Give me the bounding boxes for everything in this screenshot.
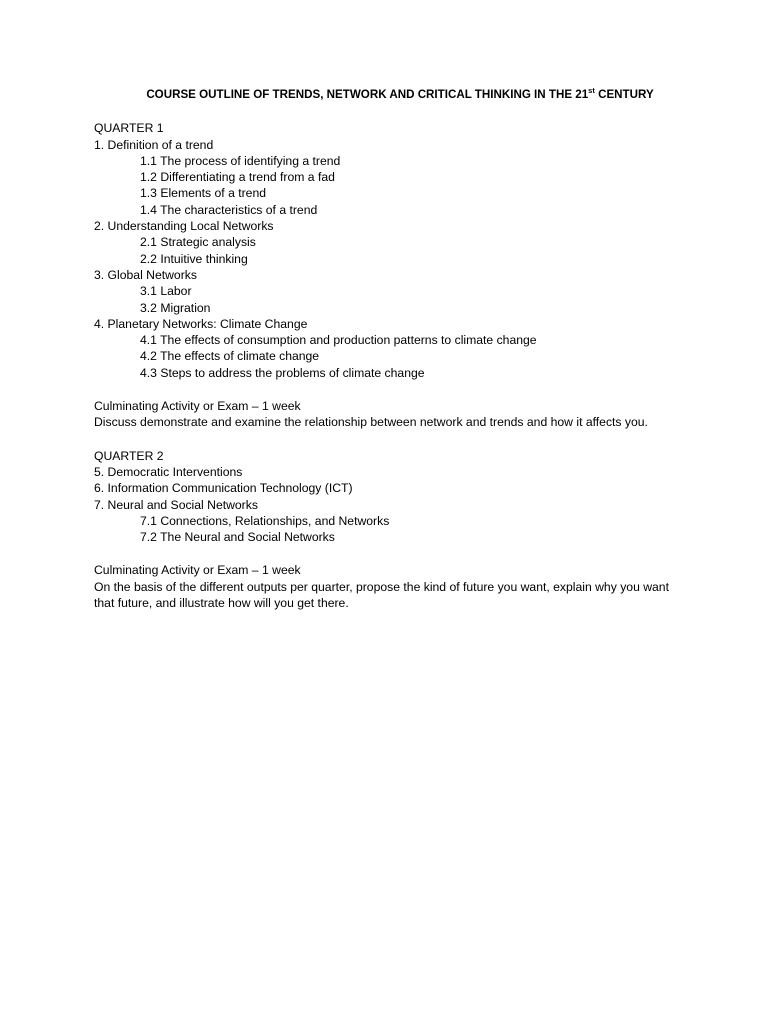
spacer bbox=[94, 431, 694, 448]
spacer bbox=[94, 545, 694, 562]
outline-item-7: 7. Neural and Social Networks bbox=[94, 497, 258, 512]
outline-item-3: 3. Global Networks bbox=[94, 267, 197, 282]
quarter-2-activity-heading: Culminating Activity or Exam – 1 week bbox=[94, 563, 301, 578]
title-superscript: st bbox=[588, 86, 595, 95]
spacer bbox=[94, 103, 694, 120]
outline-item-2: 2. Understanding Local Networks bbox=[94, 219, 274, 234]
outline-item-5: 5. Democratic Interventions bbox=[94, 464, 243, 479]
outline-item-4: 4. Planetary Networks: Climate Change bbox=[94, 316, 308, 331]
outline-subitem-7-2: 7.2 The Neural and Social Networks bbox=[140, 530, 335, 545]
document-title bbox=[68, 87, 732, 103]
quarter-1-activity-text: Discuss demonstrate and examine the relationship between network and trends and how it affects you. bbox=[94, 415, 648, 430]
quarter-2-activity-text: On the basis of the different outputs per quarter, propose the kind of future you want, explain why you want that future, and illustrate how will you get there. bbox=[94, 579, 669, 611]
title-end: CENTURY bbox=[594, 88, 654, 101]
outline-subitem-3-1: 3.1 Labor bbox=[140, 284, 192, 299]
quarter-1-activity-heading: Culminating Activity or Exam – 1 week bbox=[94, 399, 301, 414]
quarter-1-heading: QUARTER 1 bbox=[94, 121, 164, 136]
outline-subitem-2-1: 2.1 Strategic analysis bbox=[140, 235, 256, 250]
outline-subitem-1-3: 1.3 Elements of a trend bbox=[140, 186, 267, 201]
document-body bbox=[94, 87, 694, 611]
outline-subitem-3-2: 3.2 Migration bbox=[140, 300, 211, 315]
outline-subitem-1-4: 1.4 The characteristics of a trend bbox=[140, 202, 318, 217]
outline-subitem-2-2: 2.2 Intuitive thinking bbox=[140, 251, 248, 266]
outline-subitem-1-1: 1.1 The process of identifying a trend bbox=[140, 153, 341, 168]
outline-item-6: 6. Information Communication Technology (ICT) bbox=[94, 481, 353, 496]
spacer bbox=[94, 381, 694, 398]
outline-subitem-7-1: 7.1 Connections, Relationships, and Networks bbox=[140, 513, 390, 528]
outline-subitem-4-1: 4.1 The effects of consumption and production patterns to climate change bbox=[140, 333, 537, 348]
title-main: COURSE OUTLINE OF TRENDS, NETWORK AND CRITICAL THINKING IN THE 21 bbox=[146, 88, 589, 101]
outline-subitem-4-3: 4.3 Steps to address the problems of climate change bbox=[140, 365, 425, 380]
outline-item-1: 1. Definition of a trend bbox=[94, 137, 214, 152]
outline-subitem-4-2: 4.2 The effects of climate change bbox=[140, 349, 320, 364]
quarter-2-heading: QUARTER 2 bbox=[94, 448, 164, 463]
outline-subitem-1-2: 1.2 Differentiating a trend from a fad bbox=[140, 170, 335, 185]
